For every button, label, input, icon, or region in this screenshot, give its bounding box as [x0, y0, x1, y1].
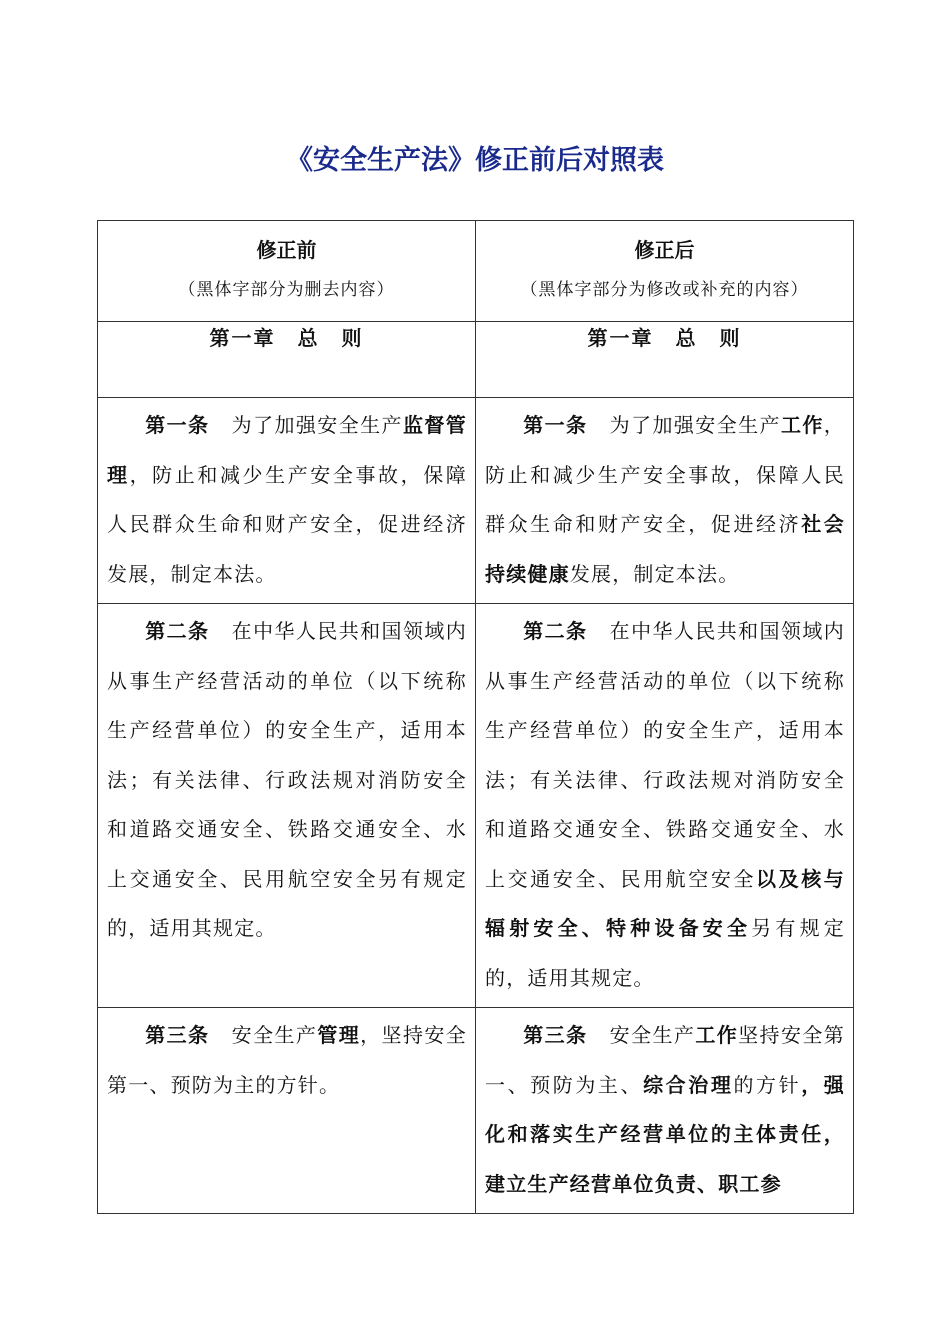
- highlighted-text: 综合治理: [643, 1072, 734, 1097]
- article-3-before: [98, 1008, 476, 1214]
- article-row: [98, 398, 854, 604]
- document-title: 《安全生产法》修正前后对照表: [286, 145, 664, 176]
- article-text: 安全生产: [231, 1023, 318, 1047]
- article-text: 坚持安全第一、预防为主、: [485, 1023, 845, 1097]
- header-before-note: （黑体字部分为删去内容）: [178, 280, 395, 300]
- article-2-before-text: [98, 604, 475, 958]
- article-1-after: [476, 398, 854, 604]
- article-text: 发展，制定本法。: [569, 561, 740, 586]
- article-text: 安全生产: [609, 1023, 696, 1047]
- table-header-row: [98, 221, 854, 322]
- article-number: 第一条: [523, 413, 588, 437]
- header-after-title: 修正后: [634, 238, 695, 262]
- header-after-note: （黑体字部分为修改或补充的内容）: [520, 280, 809, 300]
- article-1-before: [98, 398, 476, 604]
- article-text: ，防止和减少生产安全事故，保障人民群众生命和财产安全，促进经济: [485, 413, 845, 536]
- article-3-before-text: [98, 1008, 475, 1114]
- highlighted-text: 社会持续健康: [485, 512, 845, 586]
- article-text: ，坚持安全第一、预防为主的方针。: [107, 1023, 467, 1097]
- article-2-before: [98, 604, 476, 1008]
- header-before-title: 修正前: [256, 238, 317, 262]
- highlighted-text: 以及核与辐射安全、特种设备安全: [485, 866, 845, 940]
- article-1-before-text: [98, 398, 475, 603]
- header-before: [98, 221, 476, 322]
- article-text: 在中华人民共和国领域内从事生产经营活动的单位（以下统称生产经营单位）的安全生产，适用本法；有关法律、行政法规对消防安全和道路交通安全、铁路交通安全、水上交通安全、民用航空安全: [485, 619, 845, 891]
- article-number: 第三条: [145, 1023, 210, 1047]
- article-3-after: [476, 1008, 854, 1214]
- article-number: 第二条: [523, 619, 588, 643]
- highlighted-text: 工作: [780, 413, 824, 437]
- highlighted-text: ，强化和落实生产经营单位的主体责任，建立生产经营单位负责、职工参: [485, 1072, 845, 1196]
- chapter-after: 第一章 总 则: [476, 322, 854, 398]
- article-text: 为了加强安全生产: [609, 413, 781, 437]
- article-text: 在中华人民共和国领域内从事生产经营活动的单位（以下统称生产经营单位）的安全生产，适用本法；有关法律、行政法规对消防安全和道路交通安全、铁路交通安全、水上交通安全、民用航空安全另有规定的，适用其规定。: [107, 619, 467, 940]
- article-text: 为了加强安全生产: [231, 413, 403, 437]
- comparison-table: [97, 220, 854, 1214]
- article-3-after-text: [476, 1008, 853, 1213]
- article-number: 第三条: [523, 1023, 588, 1047]
- article-2-after-text: [476, 604, 853, 1007]
- highlighted-text: 管理: [317, 1023, 361, 1047]
- article-row: [98, 1008, 854, 1214]
- article-number: 第一条: [145, 413, 210, 437]
- highlighted-text: 工作: [695, 1023, 739, 1047]
- chapter-before: 第一章 总 则: [98, 322, 476, 398]
- article-2-after: [476, 604, 854, 1008]
- article-text: 的方针: [733, 1072, 802, 1097]
- header-after: [476, 221, 854, 322]
- chapter-row: [98, 322, 854, 398]
- article-row: [98, 604, 854, 1008]
- article-1-after-text: [476, 398, 853, 603]
- article-text: ，防止和减少生产安全事故，保障人民群众生命和财产安全，促进经济发展，制定本法。: [107, 462, 468, 586]
- highlighted-text: 监督管理: [107, 413, 467, 487]
- article-text: 另有规定的，适用其规定。: [485, 916, 845, 990]
- article-number: 第二条: [145, 619, 210, 643]
